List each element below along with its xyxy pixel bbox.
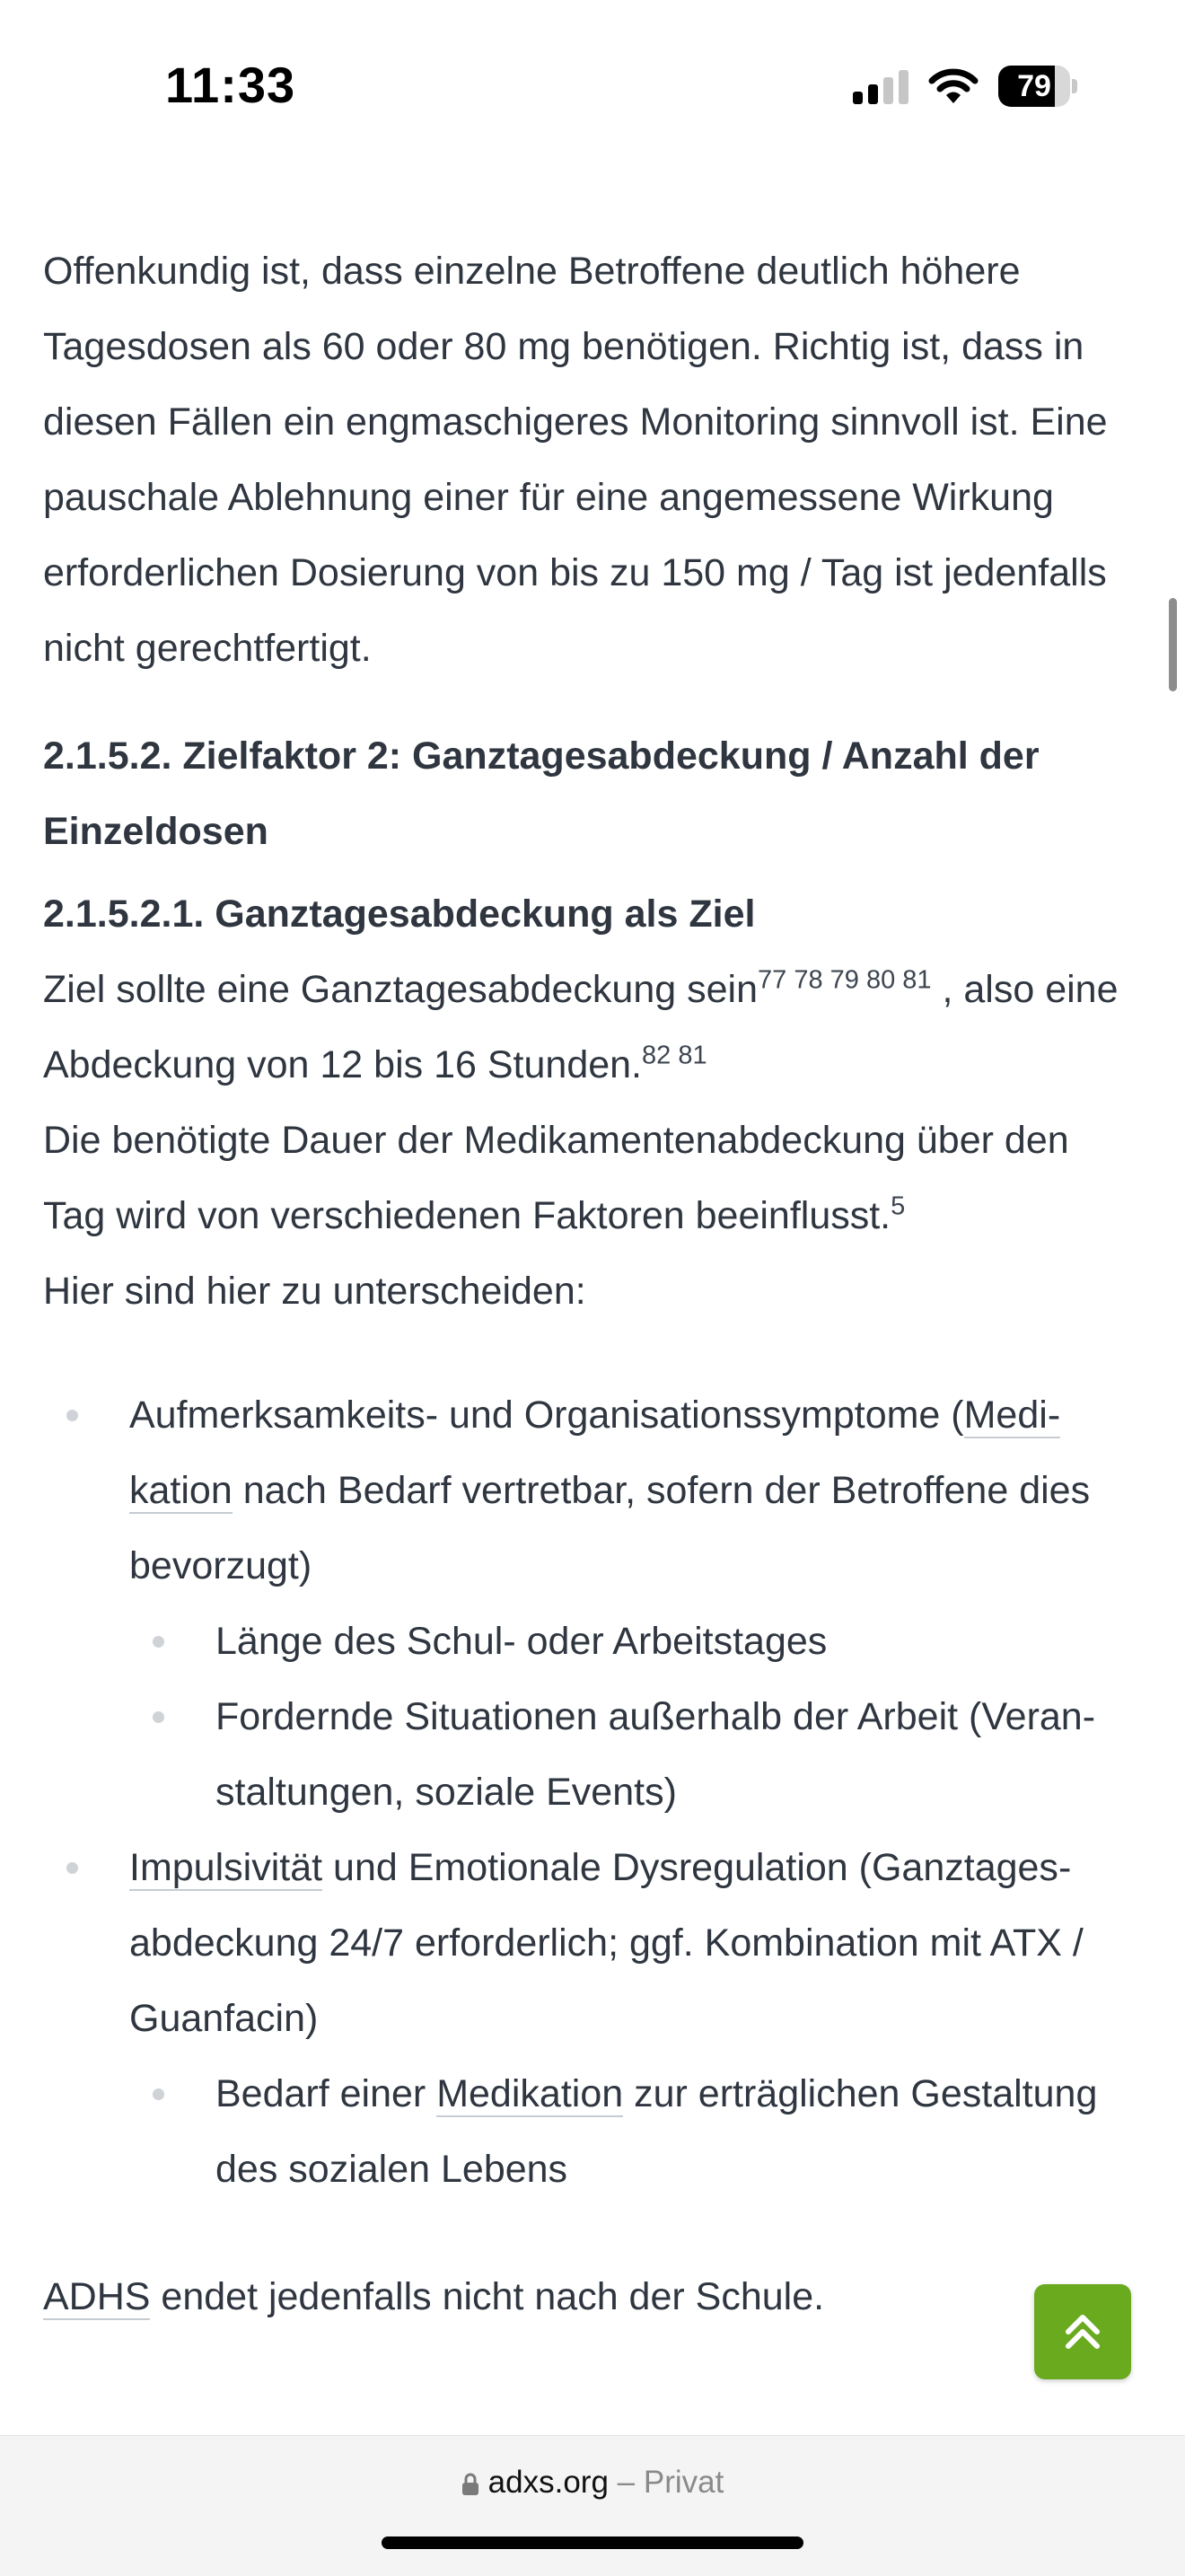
section-heading-2-1-5-2-1: 2.1.5.2.1. Ganztagesabdeckung als Ziel (43, 892, 756, 936)
battery-level: 79 (1017, 69, 1051, 103)
sub-list-item: Fordernde Situationen außerhalb der Arbeit (Veranstaltungen, soziale Events) (129, 1679, 1138, 1830)
list-item (43, 1377, 1138, 1830)
sub-list-text: zur erträglichen Gestaltung des sozialen Lebens (215, 2072, 1098, 2191)
distinguish-paragraph: Hier sind hier zu unterscheiden: (43, 1270, 586, 1313)
scrollbar-thumb[interactable] (1169, 598, 1177, 691)
duration-text: Die benötigte Dauer der Medikamentenabdeckung über den Tag wird von verschiedenen Faktoren beeinflusst. (43, 1119, 1069, 1237)
sub-list (129, 2056, 1138, 2207)
url-domain: adxs.org (487, 2465, 609, 2500)
status-time: 11:33 (165, 57, 296, 113)
cellular-signal-icon (853, 68, 908, 104)
back-to-top-button[interactable] (1034, 2284, 1131, 2379)
sub-list-item (129, 2056, 1138, 2207)
lock-icon (461, 2473, 479, 2496)
medikation-link[interactable]: Medikation (436, 2072, 624, 2115)
sub-list (129, 1604, 1138, 1830)
factor-list (43, 1377, 1138, 2207)
browser-bottom-bar (0, 2435, 1185, 2576)
duration-paragraph (43, 1103, 1138, 1253)
home-indicator[interactable] (382, 2536, 803, 2549)
sub-list-item: Länge des Schul- oder Arbeitstages (129, 1604, 1138, 1679)
battery-icon (998, 66, 1077, 107)
goal-paragraph (43, 952, 1138, 1103)
double-chevron-up-icon (1059, 2308, 1106, 2355)
url-separator: – (608, 2465, 644, 2500)
footnote-refs-2[interactable]: 82 81 (642, 1041, 707, 1070)
final-paragraph (43, 2259, 1138, 2334)
article-content (43, 233, 1138, 2334)
sub-list-text: Bedarf einer (215, 2072, 437, 2115)
browsing-mode: Privat (643, 2465, 724, 2500)
impulsivitaet-link[interactable]: Impulsivität (129, 1846, 323, 1889)
list-item-text: Aufmerksamkeits- und Organisationssymptome ( (129, 1394, 964, 1437)
adhs-link[interactable]: ADHS (43, 2275, 151, 2318)
footnote-refs-1[interactable]: 77 78 79 80 81 (758, 965, 932, 995)
list-item (43, 1830, 1138, 2207)
list-item-text: nach Bedarf vertretbar, sofern der Betroffene dies bevorzugt) (129, 1469, 1091, 1587)
address-bar[interactable] (0, 2465, 1185, 2501)
goal-text-2: , also eine Abdeckung von 12 bis 16 Stunden. (43, 968, 1119, 1086)
footnote-ref-5[interactable]: 5 (891, 1191, 906, 1221)
status-icons (853, 63, 1077, 110)
medikation-link[interactable]: Medikation (129, 1394, 1061, 1512)
intro-paragraph: Offenkundig ist, dass einzelne Betroffene deutlich höhere Tagesdosen als 60 oder 80 mg benötigen. Richtig ist, dass in diesen Fällen ein engmaschigeres Monitoring sinnvoll ist. Eine pauschale Ablehnung einer für eine angemessene Wirkung erforderlichen Dosierung von bis zu 150 mg / Tag ist jedenfalls nicht gerechtfertigt. (43, 250, 1108, 670)
list-item-text: und Emotionale Dysregulation (Ganztagesabdeckung 24/7 erforderlich; ggf. Kombination mit ATX / Guanfacin) (129, 1846, 1084, 2040)
status-bar (0, 0, 1185, 171)
goal-text-1: Ziel sollte eine Ganztagesabdeckung sein (43, 968, 759, 1011)
section-heading-2-1-5-2: 2.1.5.2. Zielfaktor 2: Ganztagesabdeckung / Anzahl der Einzeldosen (43, 734, 1040, 853)
wifi-icon (928, 67, 979, 105)
final-text: endet jedenfalls nicht nach der Schule. (150, 2275, 825, 2318)
